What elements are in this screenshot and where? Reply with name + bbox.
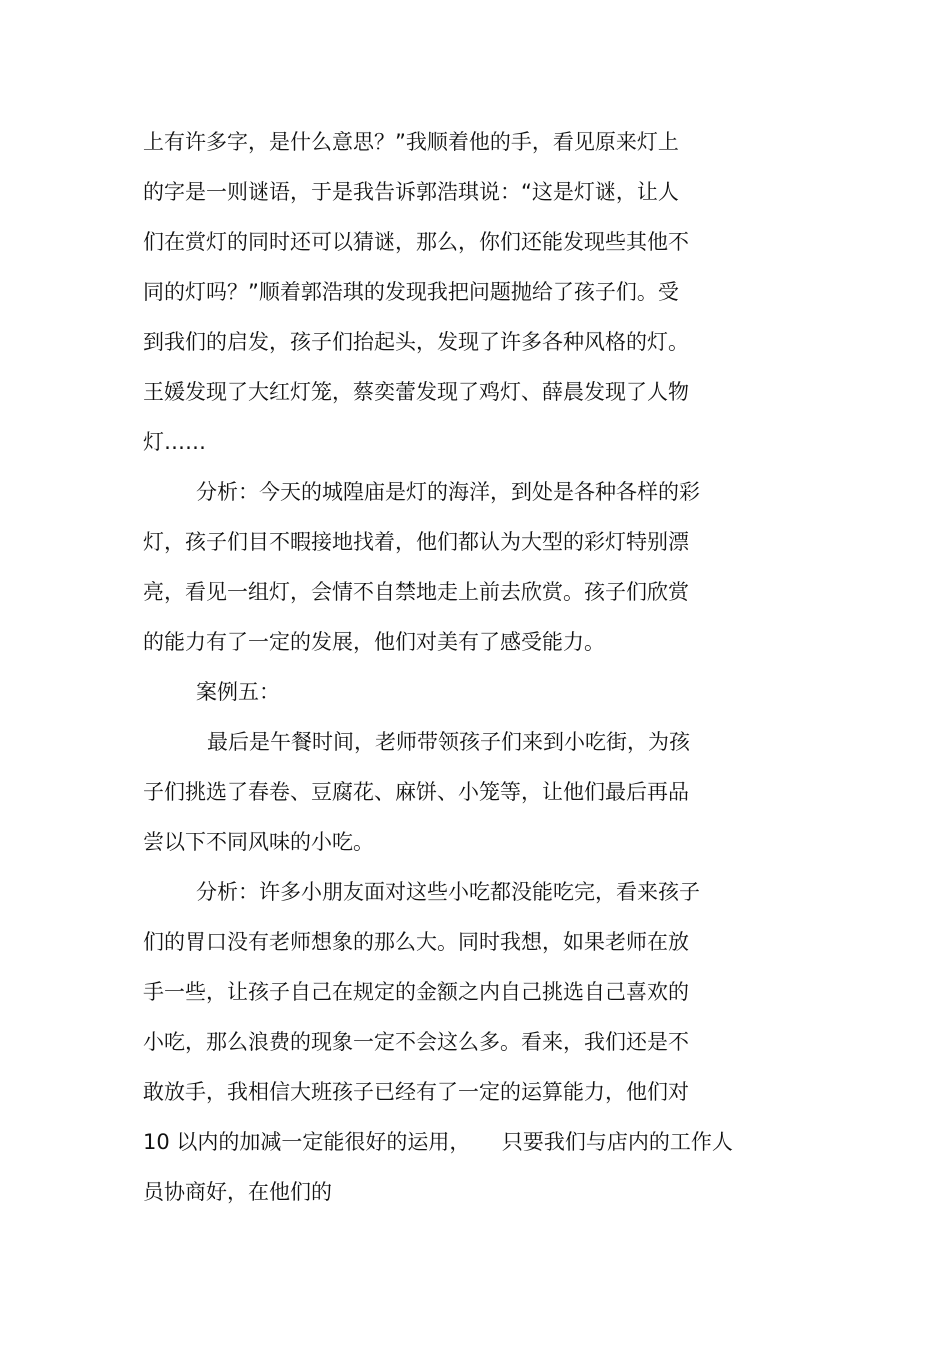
text-line: 10 以内的加减一定能很好的运用， 只要我们与店内的工作人 [143,1130,733,1154]
section-heading: 案例五： [196,680,280,704]
text-line: 分析：许多小朋友面对这些小吃都没能吃完，看来孩子 [196,880,700,904]
text-line: 尝以下不同风味的小吃。 [143,830,374,854]
text-line: 分析：今天的城隍庙是灯的海洋，到处是各种各样的彩 [196,480,700,504]
text-line: 灯，孩子们目不暇接地找着，他们都认为大型的彩灯特别漂 [143,530,689,554]
text-line: 亮，看见一组灯，会情不自禁地走上前去欣赏。孩子们欣赏 [143,580,689,604]
text-line: 灯…… [143,430,206,454]
text-line: 手一些，让孩子自己在规定的金额之内自己挑选自己喜欢的 [143,980,689,1004]
text-line: 王媛发现了大红灯笼，蔡奕蕾发现了鸡灯、薛晨发现了人物 [143,380,689,404]
text-line: 上有许多字，是什么意思？”我顺着他的手，看见原来灯上 [143,130,679,154]
text-line: 员协商好，在他们的 [143,1180,332,1204]
text-line: 子们挑选了春卷、豆腐花、麻饼、小笼等，让他们最后再品 [143,780,689,804]
text-line: 们在赏灯的同时还可以猜谜，那么，你们还能发现些其他不 [143,230,689,254]
text-line: 敢放手，我相信大班孩子已经有了一定的运算能力，他们对 [143,1080,689,1104]
text-line: 小吃，那么浪费的现象一定不会这么多。看来，我们还是不 [143,1030,689,1054]
text-line: 的字是一则谜语，于是我告诉郭浩琪说：“这是灯谜，让人 [143,180,679,204]
text-line: 到我们的启发，孩子们抬起头，发现了许多各种风格的灯。 [143,330,689,354]
text-line: 的能力有了一定的发展，他们对美有了感受能力。 [143,630,605,654]
text-line: 最后是午餐时间，老师带领孩子们来到小吃街，为孩 [207,730,690,754]
text-line: 同的灯吗？”顺着郭浩琪的发现我把问题抛给了孩子们。受 [143,280,679,304]
text-line: 们的胃口没有老师想象的那么大。同时我想，如果老师在放 [143,930,689,954]
